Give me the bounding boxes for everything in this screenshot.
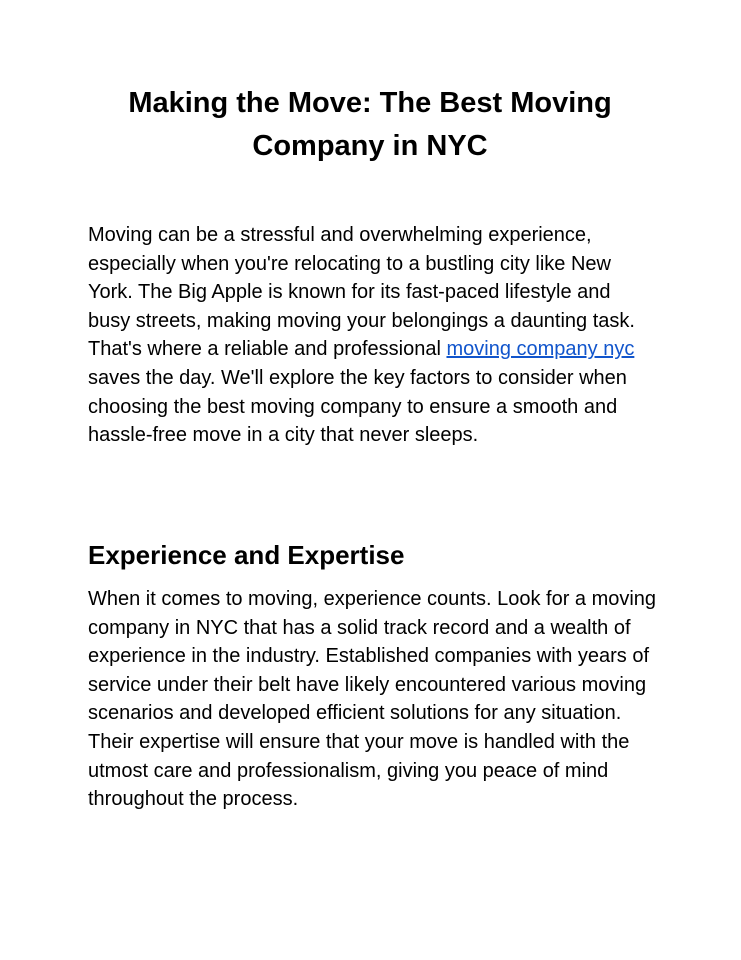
section-heading: Experience and Expertise (88, 540, 405, 570)
page-title: Making the Move: The Best Moving Company in NYC (128, 87, 612, 162)
intro-text: Moving can be a stressful and overwhelming experience, especially when you're relocating to a bustling city like New York. The Big Apple is known for its fast-paced lifestyle and busy streets, making moving your belongings a daunting task. That's where a reliable and professional (88, 224, 635, 361)
moving-company-link[interactable]: moving company nyc (446, 338, 635, 361)
intro-paragraph (88, 221, 658, 450)
intro-text-end: saves the day. We'll explore the key factors to consider when choosing the best moving company to ensure a smooth and hassle-free move in a city that never sleeps. (88, 366, 627, 447)
section-paragraph: When it comes to moving, experience counts. Look for a moving company in NYC that has a solid track record and a wealth of experience in the industry. Established companies with years of service under their belt have likely encountered various moving scenarios and developed efficient solutions for any situation. Their expertise will ensure that your move is handled with the utmost care and professionalism, giving you peace of mind throughout the process. (88, 588, 657, 811)
